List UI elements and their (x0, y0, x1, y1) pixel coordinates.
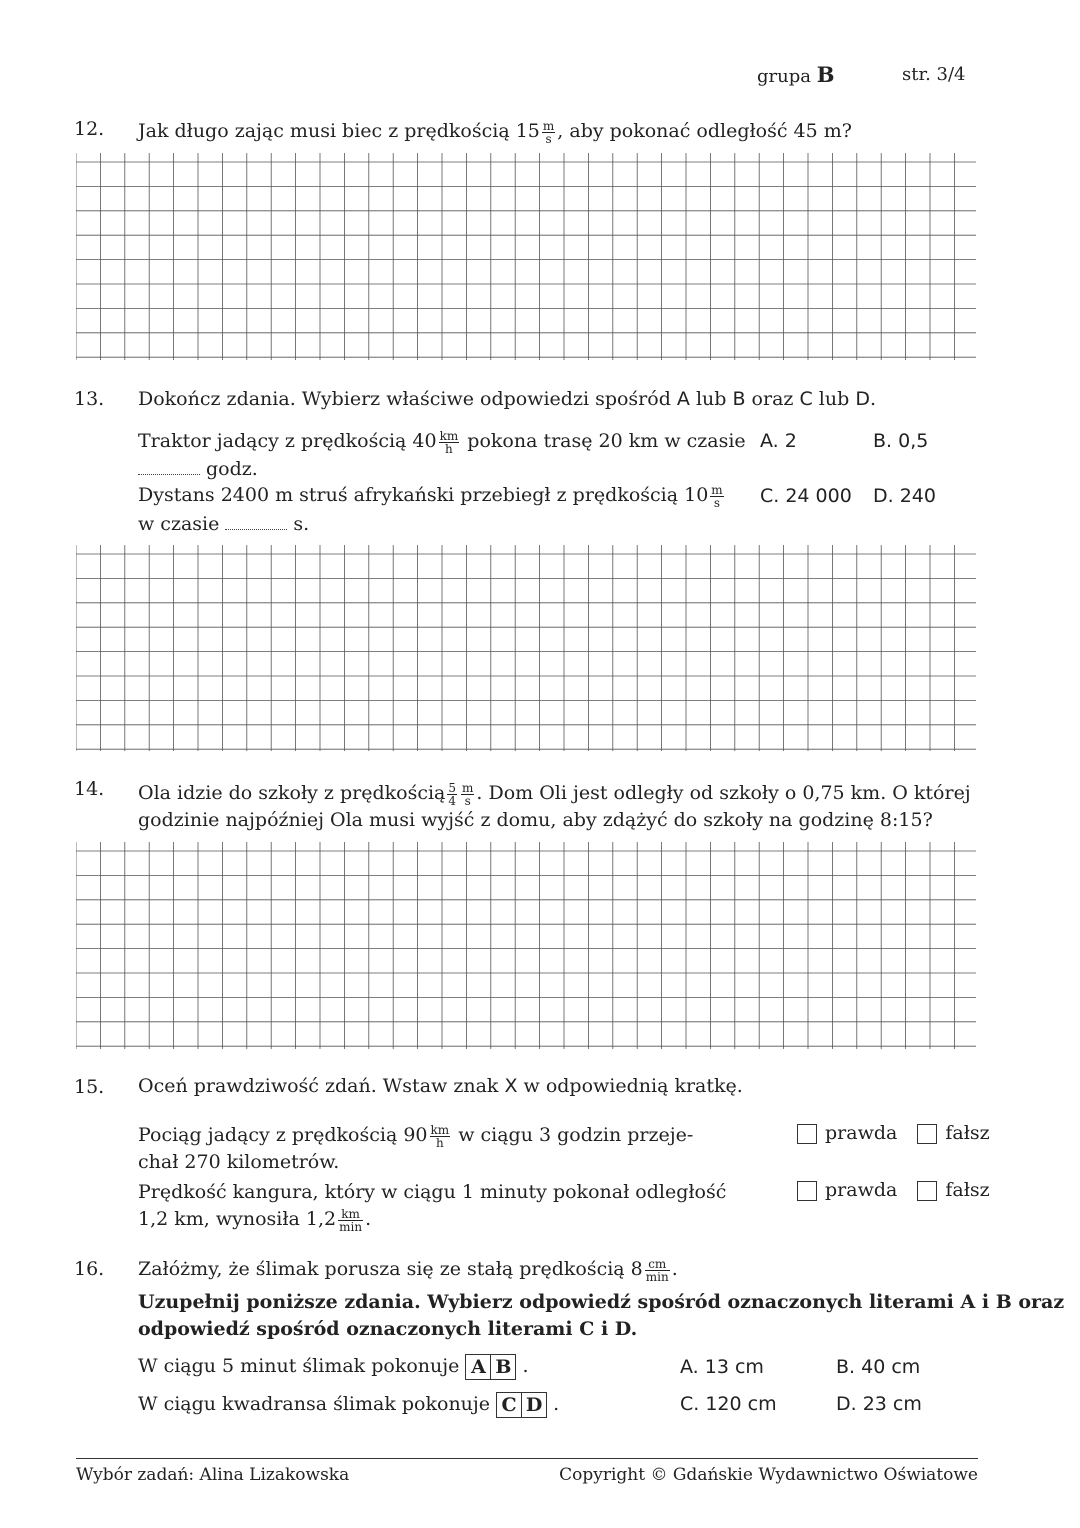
group-label-text: grupa (757, 66, 811, 87)
q16-s1-answer-box[interactable] (465, 1354, 516, 1380)
q14-unit (461, 782, 474, 807)
q16-intro-end: . (671, 1258, 678, 1280)
q14-fraction-den: 4 (448, 793, 457, 808)
q12-unit-num: m (542, 118, 555, 133)
footer-author: Wybór zadań: Alina Lizakowska (76, 1465, 350, 1485)
q13-instr-A: A (676, 388, 690, 410)
q13-instruction-a: Dokończ zdania. Wybierz właściwe odpowiedzi spośród (138, 388, 677, 410)
q15-s2-true-label: prawda (825, 1179, 898, 1201)
q13-s2-unit (710, 484, 723, 509)
q13-s2-d: s. (293, 513, 310, 535)
q16-bold-line-1: Uzupełnij poniższe zdania. Wybierz odpowiedź spośród oznaczonych literami A i B oraz (138, 1291, 1065, 1313)
q13-option-c: C. 24 000 (760, 485, 852, 507)
q13-instr-lub1: lub (689, 388, 733, 410)
q15-s1-true-label: prawda (825, 1122, 898, 1144)
q16-sentence-2: W ciągu kwadransa ślimak pokonuje C D . (138, 1393, 560, 1416)
q15-instruction-x: X (504, 1075, 518, 1097)
q13-s1-blank[interactable] (138, 466, 200, 475)
q15-sentence-1-cont: chał 270 kilometrów. (138, 1151, 340, 1173)
q15-s2-unit-num: km (338, 1208, 363, 1221)
q16-option-a: A. 13 cm (680, 1356, 764, 1378)
q12-text (138, 118, 852, 145)
group-letter: B (816, 62, 835, 87)
q15-s2-false-label: fałsz (945, 1179, 990, 1201)
q13-instr-B: B (732, 388, 746, 410)
q13-option-a: A. 2 (760, 430, 797, 452)
q15-s1-b: w ciągu 3 godzin przeje- (458, 1124, 694, 1146)
q15-sentence-2-cont (138, 1206, 371, 1233)
q13-sentence-2-cont (138, 511, 309, 538)
q15-sentence-2: Prędkość kangura, który w ciągu 1 minuty pokonał odległość (138, 1181, 727, 1203)
q13-s2-unit-num: m (711, 482, 723, 497)
q15-instruction (138, 1073, 743, 1100)
q15-instruction-b: w odpowiednią kratkę. (517, 1075, 743, 1097)
q14-line-1 (138, 780, 971, 807)
q13-s1-c: godz. (206, 458, 258, 480)
q14-grid[interactable] (76, 842, 976, 1049)
q12-number: 12. (74, 118, 105, 140)
q15-s2-b: 1,2 km, wynosiła 1,2 (138, 1208, 337, 1230)
q15-instruction-a: Oceń prawdziwość zdań. Wstaw znak (138, 1075, 505, 1097)
q16-sentence-1: W ciągu 5 minut ślimak pokonuje A B . (138, 1355, 529, 1378)
q14-fraction (447, 782, 457, 807)
q14-line1-b: . Dom Oli jest odległy od szkoły o 0,75 km. O której (476, 782, 971, 804)
q14-line1-a: Ola idzie do szkoły z prędkością (138, 782, 446, 804)
q16-s1-text: W ciągu 5 minut ślimak pokonuje (138, 1355, 460, 1377)
q14-fraction-num: 5 (448, 780, 457, 795)
q16-intro-unit (645, 1258, 670, 1283)
footer-rule (76, 1458, 978, 1459)
q13-option-b: B. 0,5 (873, 430, 929, 452)
q15-s1-true-checkbox[interactable] (797, 1124, 817, 1144)
q13-sentence-1-cont (138, 456, 258, 483)
q12-text-b: , aby pokonać odległość 45 m? (557, 120, 852, 142)
q13-sentence-2 (138, 482, 726, 509)
q13-sentence-1 (138, 428, 746, 455)
grid-lines (76, 545, 976, 751)
q15-s1-unit-den: h (435, 1135, 444, 1150)
q15-s1-answers (797, 1122, 990, 1144)
q16-intro (138, 1256, 678, 1283)
q15-s1-unit (430, 1124, 451, 1149)
q12-unit (542, 120, 555, 145)
q16-s1-box-b[interactable]: B (490, 1355, 515, 1379)
q12-grid[interactable] (76, 153, 976, 360)
q13-instr-lub2: lub (812, 388, 856, 410)
q13-instr-D: D (855, 388, 870, 410)
q13-instr-oraz: oraz (745, 388, 800, 410)
q16-option-b: B. 40 cm (836, 1356, 921, 1378)
q16-s2-answer-box[interactable] (496, 1392, 547, 1418)
q16-bold-line-2: odpowiedź spośród oznaczonych literami C i D. (138, 1318, 638, 1340)
q13-s2-c: w czasie (138, 513, 220, 535)
q15-s2-unit (338, 1208, 363, 1233)
q14-unit-num: m (462, 780, 474, 795)
q13-instr-end: . (869, 388, 876, 410)
q12-unit-den: s (545, 131, 552, 146)
q13-s1-unit-num: km (439, 428, 459, 443)
q15-s1-a: Pociąg jadący z prędkością 90 (138, 1124, 428, 1146)
grid-lines (76, 153, 976, 360)
q13-s2-unit-den: s (713, 495, 721, 510)
q16-intro-unit-num: cm (645, 1258, 670, 1271)
grid-lines (76, 842, 976, 1049)
q12-text-a: Jak długo zając musi biec z prędkością 15 (138, 120, 540, 142)
q15-s1-unit-num: km (430, 1122, 450, 1137)
q13-s2-blank[interactable] (225, 521, 287, 530)
q13-instruction (138, 386, 876, 413)
q13-instr-C: C (799, 388, 813, 410)
q13-number: 13. (74, 388, 105, 410)
q13-s1-b: pokona trasę 20 km w czasie (467, 430, 746, 452)
page-number: str. 3/4 (902, 64, 966, 85)
q15-s1-false-checkbox[interactable] (917, 1124, 937, 1144)
q16-s1-box-a[interactable]: A (471, 1356, 486, 1378)
q16-option-c: C. 120 cm (680, 1393, 777, 1415)
q14-line-2: godzinie najpóźniej Ola musi wyjść z domu, aby zdążyć do szkoły na godzinę 8:15? (138, 809, 933, 831)
q16-s2-box-c[interactable]: C (501, 1394, 517, 1416)
q16-intro-unit-den: min (645, 1269, 669, 1284)
q13-s1-a: Traktor jadący z prędkością 40 (138, 430, 437, 452)
q16-s2-text: W ciągu kwadransa ślimak pokonuje (138, 1393, 491, 1415)
q15-s2-end: . (365, 1208, 372, 1230)
q15-sentence-1 (138, 1122, 693, 1149)
q15-s2-false-checkbox[interactable] (917, 1181, 937, 1201)
q16-option-d: D. 23 cm (836, 1393, 922, 1415)
q16-number: 16. (74, 1258, 105, 1280)
q15-s2-answers (797, 1179, 990, 1201)
q13-s2-a: Dystans 2400 m struś afrykański przebiegł z prędkością 10 (138, 484, 709, 506)
q15-s2-true-checkbox[interactable] (797, 1181, 817, 1201)
q15-s1-false-label: fałsz (945, 1122, 990, 1144)
q15-s2-unit-den: min (339, 1219, 363, 1234)
q13-option-d: D. 240 (873, 485, 936, 507)
q16-s2-box-d[interactable]: D (521, 1393, 546, 1417)
footer-copyright: Copyright © Gdańskie Wydawnictwo Oświatowe (559, 1465, 978, 1485)
q16-intro-a: Załóżmy, że ślimak porusza się ze stałą prędkością 8 (138, 1258, 643, 1280)
q13-grid[interactable] (76, 545, 976, 751)
q13-s1-unit-den: h (445, 441, 453, 456)
group-label (757, 62, 834, 87)
q15-number: 15. (74, 1076, 105, 1098)
q13-s1-unit (439, 430, 460, 455)
q14-number: 14. (74, 778, 105, 800)
q14-unit-den: s (464, 793, 471, 808)
